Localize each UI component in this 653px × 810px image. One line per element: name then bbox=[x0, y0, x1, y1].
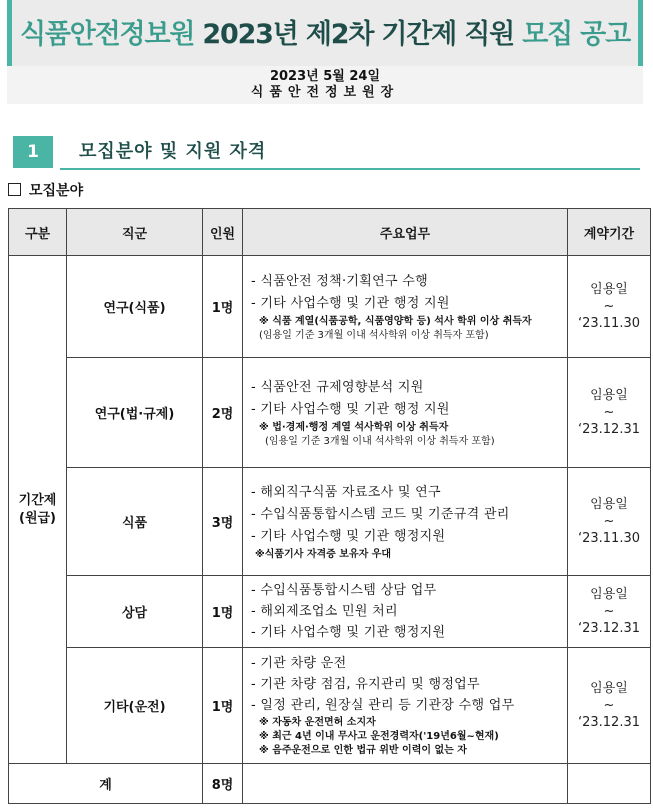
total-empty-cell bbox=[568, 764, 651, 804]
job-cell: 연구(법·규제) bbox=[67, 358, 203, 468]
table-header-row bbox=[9, 209, 651, 256]
count-cell: 1명 bbox=[203, 576, 243, 648]
table-total-row bbox=[9, 764, 651, 804]
section-number: 1 bbox=[13, 136, 53, 168]
job-cell: 식품 bbox=[67, 468, 203, 576]
term-cell: 임용일 ~ ‘23.11.30 bbox=[568, 468, 651, 576]
term-cell: 임용일 ~ ‘23.11.30 bbox=[568, 256, 651, 358]
duties-cell: - 식품안전 규제영향분석 지원 - 기타 사업수행 및 기관 행정 지원 ※ 법·경제·행정 계열 석사학위 이상 취득자 (임용일 기준 3개월 이내 석사학위 이상 취득자 포함) bbox=[243, 358, 568, 468]
table-row bbox=[9, 468, 651, 576]
duties-cell: - 식품안전 정책·기획연구 수행 - 기타 사업수행 및 기관 행정 지원 ※ 식품 계열(식품공학, 식품영양학 등) 석사 학위 이상 취득자 (임용일 기준 3개월 이내 석사학위 이상 취득자 포함) bbox=[243, 256, 568, 358]
table-row bbox=[9, 358, 651, 468]
date-block bbox=[7, 66, 643, 104]
job-cell: 연구(식품) bbox=[67, 256, 203, 358]
header-category: 구분 bbox=[9, 209, 67, 256]
section-title: 모집분야 및 지원 자격 bbox=[79, 141, 267, 162]
count-cell: 3명 bbox=[203, 468, 243, 576]
job-cell: 상담 bbox=[67, 576, 203, 648]
count-cell: 2명 bbox=[203, 358, 243, 468]
duties-cell: - 수입식품통합시스템 상담 업무 - 해외제조업소 민원 처리 - 기타 사업수행 및 기관 행정지원 bbox=[243, 576, 568, 648]
recruitment-table bbox=[8, 208, 651, 804]
total-count: 8명 bbox=[203, 764, 243, 804]
term-cell: 임용일 ~ ‘23.12.31 bbox=[568, 576, 651, 648]
page-title: 식품안전정보원 2023년 제2차 기간제 직원 모집 공고 bbox=[20, 19, 630, 50]
duties-cell: - 해외직구식품 자료조사 및 연구 - 수입식품통합시스템 코드 및 기준규격 관리 - 기타 사업수행 및 기관 행정지원 ※식품기사 자격증 보유자 우대 bbox=[243, 468, 568, 576]
header-count: 인원 bbox=[203, 209, 243, 256]
announcement-date: 2023년 5월 24일 bbox=[269, 69, 381, 84]
subheading: 모집분야 bbox=[8, 180, 83, 200]
count-cell: 1명 bbox=[203, 256, 243, 358]
title-banner bbox=[7, 0, 643, 66]
job-cell: 기타(운전) bbox=[67, 648, 203, 764]
count-cell: 1명 bbox=[203, 648, 243, 764]
duties-cell: - 기관 차량 운전 - 기관 차량 점검, 유지관리 및 행정업무 - 일정 관리, 원장실 관리 등 기관장 수행 업무 ※ 자동차 운전면허 소지자 ※ 최근 4년 이내 무사고 운전경력자('19년6월~현재) ※ 음주운전으로 인한 법규 위반 이력이 없는 자 bbox=[243, 648, 568, 764]
section-divider bbox=[60, 168, 640, 170]
checkbox-icon bbox=[8, 183, 21, 196]
category-cell: 기간제 (원급) bbox=[9, 256, 67, 764]
total-label: 계 bbox=[9, 764, 203, 804]
total-empty-cell bbox=[243, 764, 568, 804]
table-row bbox=[9, 256, 651, 358]
table-row bbox=[9, 648, 651, 764]
term-cell: 임용일 ~ ‘23.12.31 bbox=[568, 648, 651, 764]
header-term: 계약기간 bbox=[568, 209, 651, 256]
issuer-name: 식품안전정보원장 bbox=[250, 85, 400, 100]
header-job: 직군 bbox=[67, 209, 203, 256]
table-row bbox=[9, 576, 651, 648]
header-duties: 주요업무 bbox=[243, 209, 568, 256]
term-cell: 임용일 ~ ‘23.12.31 bbox=[568, 358, 651, 468]
